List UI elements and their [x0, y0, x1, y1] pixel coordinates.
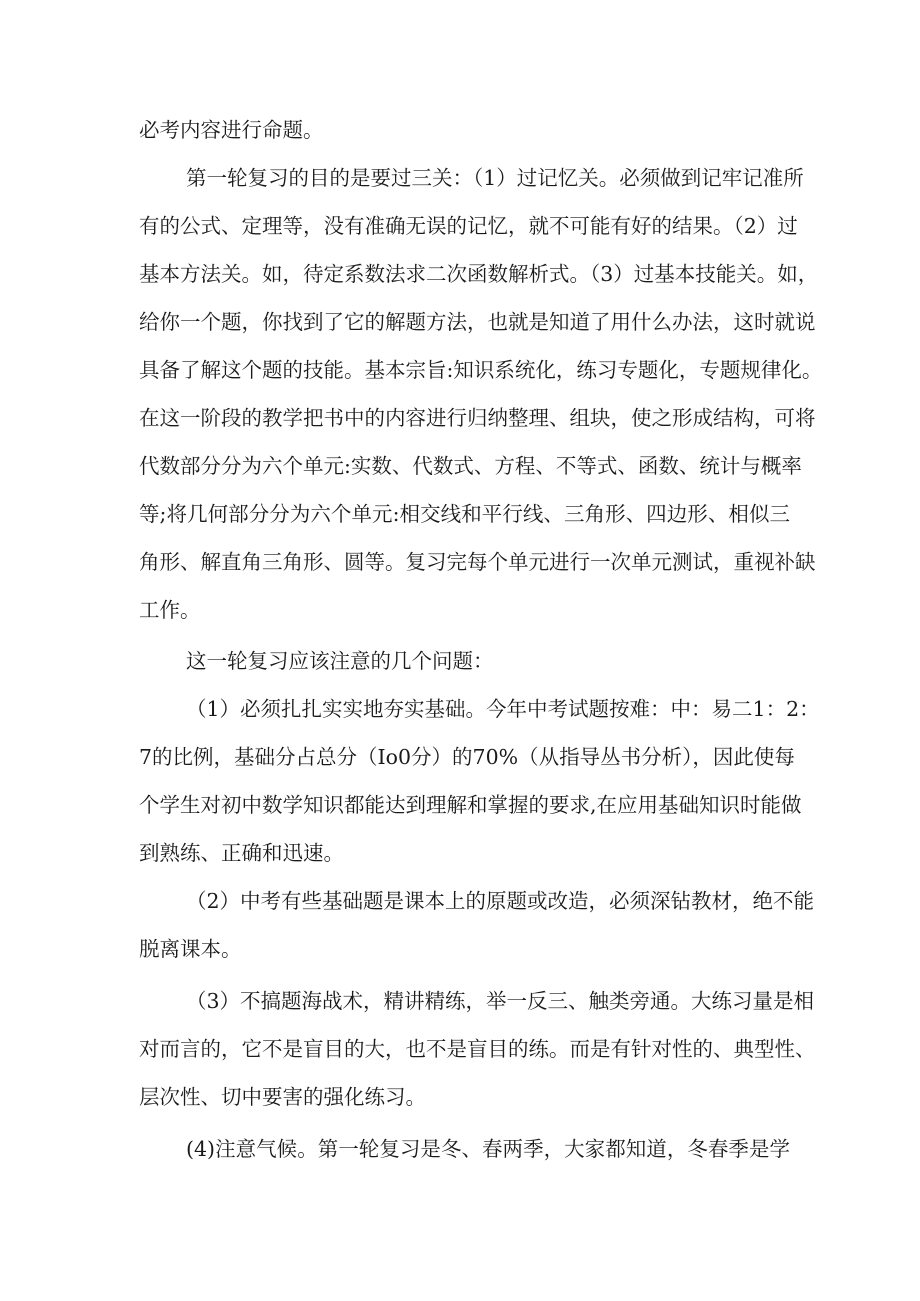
text-line: (4)注意气候。第一轮复习是冬、春两季，大家都知道，冬春季是学: [186, 1137, 790, 1161]
text-line: 基本方法关。如，待定系数法求二次函数解析式。（3）过基本技能关。如，: [139, 262, 819, 286]
text-line: 工作。: [139, 598, 201, 622]
text-line: 给你一个题，你找到了它的解题方法，也就是知道了用什么办法，这时就说: [139, 310, 816, 334]
text-line: 角形、解直角三角形、圆等。复习完每个单元进行一次单元测试，重视补缺: [139, 550, 816, 574]
text-line: 7的比例，基础分占总分（Io0分）的70%（从指导丛书分析），因此使每: [139, 745, 795, 769]
text-line: 有的公式、定理等，没有准确无误的记忆，就不可能有好的结果。（2）过: [139, 214, 798, 238]
text-line: （3）不搞题海战术，精讲精练，举一反三、触类旁通。大练习量是相: [186, 989, 815, 1013]
text-line: 这一轮复习应该注意的几个问题：: [186, 649, 494, 673]
text-line: （1）必须扎扎实实地夯实基础。今年中考试题按难：中：易二1：2：: [186, 697, 820, 721]
text-line: 脱离课本。: [139, 937, 242, 961]
text-line: （2）中考有些基础题是课本上的原题或改造，必须深钻教材，绝不能: [186, 889, 815, 913]
text-line: 对而言的，它不是盲目的大，也不是盲目的练。而是有针对性的、典型性、: [139, 1037, 816, 1061]
text-line: 层次性、切中要害的强化练习。: [139, 1085, 426, 1109]
text-line: 代数部分分为六个单元:实数、代数式、方程、不等式、函数、统计与概率: [139, 454, 802, 478]
text-line: 必考内容进行命题。: [139, 118, 324, 142]
text-line: 在这一阶段的教学把书中的内容进行归纳整理、组块，使之形成结构，可将: [139, 406, 816, 430]
text-line: 第一轮复习的目的是要过三关：（1）过记忆关。必须做到记牢记准所: [186, 166, 804, 190]
text-line: 个学生对初中数学知识都能达到理解和掌握的要求,在应用基础知识时能做: [139, 793, 802, 817]
text-line: 到熟练、正确和迅速。: [139, 841, 344, 865]
text-line: 具备了解这个题的技能。基本宗旨:知识系统化，练习专题化，专题规律化。: [139, 358, 823, 382]
text-line: 等;将几何部分分为六个单元:相交线和平行线、三角形、四边形、相似三: [139, 502, 790, 526]
